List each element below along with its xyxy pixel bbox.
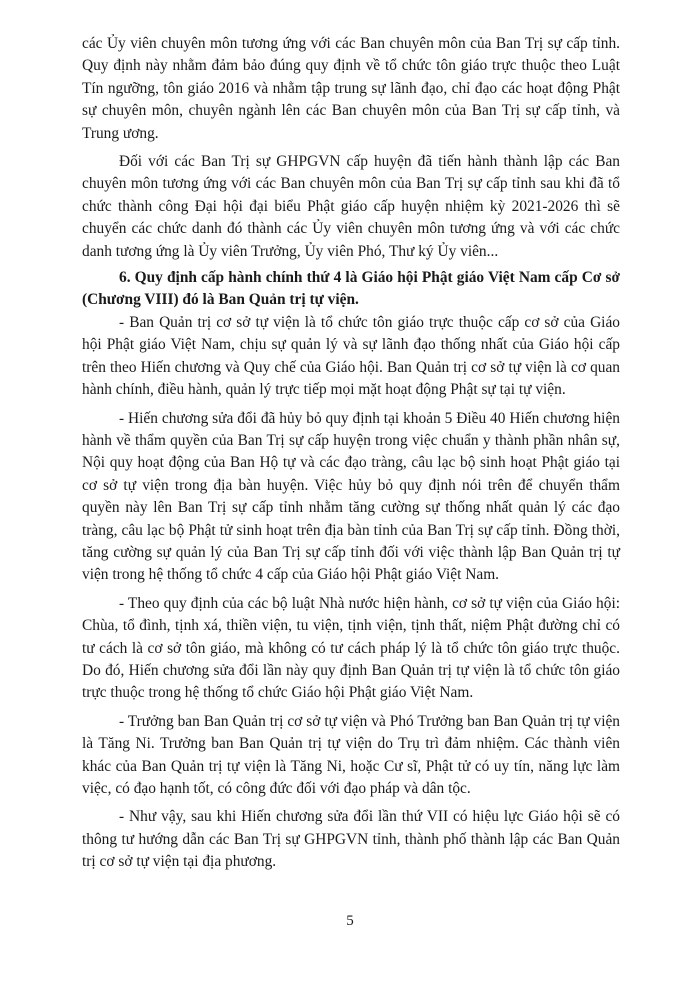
page-number: 5 bbox=[346, 913, 354, 929]
paragraph-continued: các Ủy viên chuyên môn tương ứng với các Ban chuyên môn của Ban Trị sự cấp tỉnh. Quy định này nhằm đảm bảo đúng quy định về tổ chức tôn giáo trực thuộc theo Luật Tín ngưỡng, tôn giáo 2016 và nhằm tập trung sự lãnh đạo, chỉ đạo các hoạt động Phật sự chuyên môn, chuyên ngành lên các Ban chuyên môn của Ban Trị sự cấp tỉnh, và Trung ương. bbox=[82, 35, 620, 142]
paragraph-board-definition: - Ban Quản trị cơ sở tự viện là tổ chức tôn giáo trực thuộc cấp cơ sở của Giáo hội Phật giáo Việt Nam, chịu sự quản lý và sự lãnh đạo thống nhất của Giáo hội cấp trên theo Hiến chương và Quy chế của Giáo hội. Ban Quản trị cơ sở tự viện là cơ quan hành chính, điều hành, quản lý trực tiếp mọi mặt hoạt động Phật sự tại tự viện. bbox=[82, 313, 620, 399]
paragraph-district-committees: Đối với các Ban Trị sự GHPGVN cấp huyện đã tiến hành thành lập các Ban chuyên môn tương ứng với các Ban chuyên môn của Ban Trị sự cấp tỉnh sau khi đã tổ chức thành công Đại hội đại biểu Phật giáo cấp huyện nhiệm kỳ 2021-2026 thì sẽ chuyển các chức danh đó thành các Ủy viên chuyên môn tương ứng và với các chức danh tương ứng là Ủy viên Trưởng, Ủy viên Phó, Thư ký Ủy viên... bbox=[82, 153, 620, 260]
paragraph-legal-status: - Theo quy định của các bộ luật Nhà nước hiện hành, cơ sở tự viện của Giáo hội: Chùa, tổ đình, tịnh xá, thiền viện, tu viện, tịnh viện, tịnh thất, niệm Phật đường chỉ có tư cách là cơ sở tôn giáo, mà không có tư cách pháp lý là tổ chức tôn giáo trực thuộc. Do đó, Hiến chương sửa đổi lần này quy định Ban Quản trị tự viện là tổ chức tôn giáo trực thuộc trong hệ thống tổ chức Giáo hội Phật giáo Việt Nam. bbox=[82, 594, 620, 702]
paragraph-charter-amendment: - Hiến chương sửa đổi đã hủy bỏ quy định tại khoản 5 Điều 40 Hiến chương hiện hành về thẩm quyền của Ban Trị sự cấp huyện trong việc chuẩn y thành phần nhân sự, Nội quy hoạt động của Ban Hộ tự và các đạo tràng, câu lạc bộ sinh hoạt Phật giáo tại cơ sở tự viện trong địa bàn huyện. Việc hủy bỏ quy định nói trên để chuyển thẩm quyền này lên Ban Trị sự cấp tỉnh nhằm tăng cường sự thống nhất quản lý các đạo tràng, câu lạc bộ Phật tử sinh hoạt trên địa bàn tỉnh của Ban Trị sự cấp tỉnh. Đồng thời, tăng cường sự quản lý của Ban Trị sự cấp tỉnh đối với việc thành lập Ban Quản trị tự viện trong hệ thống tổ chức 4 cấp của Giáo hội Phật giáo Việt Nam. bbox=[82, 409, 620, 584]
paragraph-board-members: - Trưởng ban Ban Quản trị cơ sở tự viện và Phó Trưởng ban Ban Quản trị tự viện là Tăng Ni. Trưởng ban Ban Quản trị tự viện do Trụ trì đảm nhiệm. Các thành viên khác của Ban Quản trị tự viện là Tăng Ni, hoặc Cư sĩ, Phật tử có uy tín, năng lực làm việc, có đạo hạnh tốt, có công đức đối với đạo pháp và dân tộc. bbox=[82, 712, 620, 797]
document-page bbox=[82, 33, 620, 874]
paragraph-conclusion: - Như vậy, sau khi Hiến chương sửa đổi lần thứ VII có hiệu lực Giáo hội sẽ có thông tư hướng dẫn các Ban Trị sự GHPGVN tỉnh, thành phố thành lập các Ban Quản trị cơ sở tự viện tại địa phương. bbox=[82, 808, 620, 871]
section-heading-6: 6. Quy định cấp hành chính thứ 4 là Giáo hội Phật giáo Việt Nam cấp Cơ sở (Chương VIII) đó là Ban Quản trị tự viện. bbox=[82, 269, 620, 309]
